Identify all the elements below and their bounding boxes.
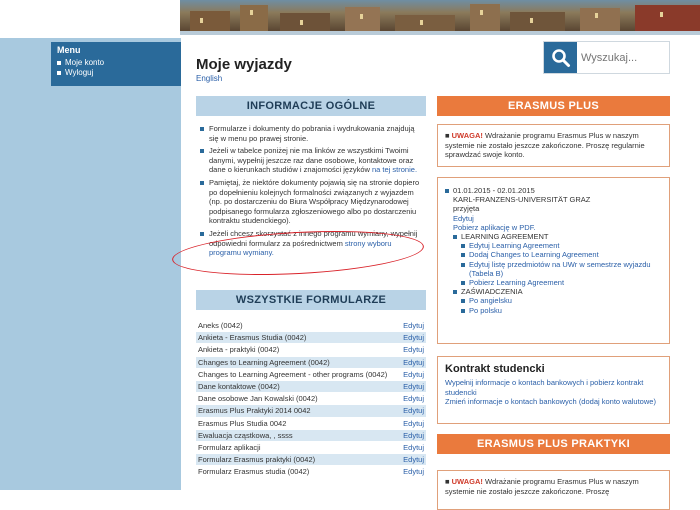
edit-form-link[interactable]: Edytuj <box>403 406 424 416</box>
banner-divider <box>180 31 700 35</box>
form-name: Erasmus Plus Praktyki 2014 0042 <box>196 405 396 417</box>
table-row <box>196 393 426 405</box>
sidebar-item-label[interactable]: Moje konto <box>65 58 105 67</box>
learning-agreement-title: LEARNING AGREEMENT <box>461 232 549 242</box>
form-name: Dane osobowe Jan Kowalski (0042) <box>196 393 396 405</box>
form-edit-cell <box>396 429 426 441</box>
table-row <box>196 454 426 466</box>
bullet-icon <box>200 181 204 185</box>
warning-label: UWAGA! <box>451 131 483 140</box>
warning-icon: ■ <box>445 131 450 140</box>
edit-form-link[interactable]: Edytuj <box>403 467 424 477</box>
info-text: Jeżeli w tabelce poniżej nie ma linków ze wszystkimi Twoimi danymi, wypełnij jeszcze raz dane osobowe, kontaktowe oraz dane o kierunkach studiów i znajomości języków <box>209 146 414 175</box>
form-name: Formularz Erasmus studia (0042) <box>196 466 396 478</box>
info-panel-header: INFORMACJE OGÓLNE <box>196 96 426 116</box>
erasmus-plus-panel <box>437 96 670 167</box>
sidebar <box>0 38 181 490</box>
certificates-section <box>445 287 662 296</box>
sidebar-item-label[interactable]: Wyloguj <box>65 68 94 77</box>
search-box <box>543 41 670 74</box>
trip-dates-row <box>445 186 662 195</box>
form-edit-cell <box>396 332 426 344</box>
bullet-icon <box>461 281 465 285</box>
bullet-icon <box>453 290 457 294</box>
trip-status: przyjęta <box>453 204 480 214</box>
list-item <box>445 278 662 287</box>
certificate-polish-link[interactable]: Po polsku <box>469 305 502 315</box>
edit-form-link[interactable]: Edytuj <box>403 369 424 379</box>
table-row <box>196 429 426 441</box>
sidebar-menu <box>51 42 181 86</box>
bullet-icon <box>200 149 204 153</box>
form-name: Formularz Erasmus praktyki (0042) <box>196 454 396 466</box>
warning-text: Wdrażanie programu Erasmus Plus w naszym systemie nie zostało jeszcze zakończone. Proszę <box>445 477 639 496</box>
warning-box <box>437 470 670 510</box>
form-name: Ewaluacja cząstkowa, , ssss <box>196 429 396 441</box>
search-icon <box>551 48 571 68</box>
contract-title: Kontrakt studencki <box>445 363 545 375</box>
bullet-icon <box>461 244 465 248</box>
warning-icon: ■ <box>445 477 450 486</box>
search-input[interactable] <box>577 42 669 73</box>
form-edit-cell <box>396 368 426 380</box>
table-row <box>196 381 426 393</box>
bullet-icon <box>461 253 465 257</box>
contract-box <box>437 356 670 424</box>
list-item <box>200 178 422 226</box>
bullet-icon <box>200 232 204 236</box>
this-page-link[interactable]: na tej stronie. <box>372 165 418 175</box>
warning-text: Wdrażanie programu Erasmus Plus w naszym systemie nie zostało jeszcze zakończone. Proszę regularnie sprawdzać swoje konto. <box>445 131 645 160</box>
edit-form-link[interactable]: Edytuj <box>403 394 424 404</box>
form-edit-cell <box>396 405 426 417</box>
list-item <box>445 306 662 315</box>
form-edit-cell <box>396 344 426 356</box>
edit-learning-agreement-link[interactable]: Edytuj Learning Agreement <box>469 241 560 251</box>
certificate-english-link[interactable]: Po angielsku <box>469 296 512 306</box>
form-edit-cell <box>396 454 426 466</box>
edit-trip-link[interactable]: Edytuj <box>453 213 474 223</box>
warning-label: UWAGA! <box>451 477 483 486</box>
table-row <box>196 417 426 429</box>
page-title: Moje wyjazdy <box>196 56 292 73</box>
erasmus-plus-header: ERASMUS PLUS <box>437 96 670 116</box>
form-edit-cell <box>396 417 426 429</box>
table-row <box>196 356 426 368</box>
form-edit-cell <box>396 393 426 405</box>
exchange-program-link[interactable]: strony wyboru programu wymiany. <box>209 238 392 258</box>
table-row <box>196 466 426 478</box>
learning-agreement-section <box>445 232 662 241</box>
sidebar-menu-title: Menu <box>57 45 81 55</box>
certificates-title: ZAŚWIADCZENIA <box>461 287 523 297</box>
form-name: Dane kontaktowe (0042) <box>196 381 396 393</box>
form-edit-cell <box>396 320 426 332</box>
bullet-icon <box>461 299 465 303</box>
edit-course-list-link[interactable]: Edytuj listę przedmiotów na UWr w semestrze wyjazdu (Tabela B) <box>469 259 651 278</box>
list-item <box>200 146 422 175</box>
list-item <box>445 260 662 278</box>
language-switch-link[interactable]: English <box>196 74 223 83</box>
add-changes-link[interactable]: Dodaj Changes to Learning Agreement <box>469 250 599 260</box>
list-item <box>445 296 662 305</box>
table-row <box>196 368 426 380</box>
list-item <box>445 250 662 259</box>
form-edit-cell <box>396 466 426 478</box>
form-name: Formularz aplikacji <box>196 442 396 454</box>
download-pdf-link[interactable]: Pobierz aplikację w PDF. <box>453 222 536 232</box>
edit-form-link[interactable]: Edytuj <box>403 357 424 367</box>
sidebar-item-my-account[interactable] <box>57 58 175 68</box>
edit-form-link[interactable]: Edytuj <box>403 333 424 343</box>
form-name: Ankieta - Erasmus Studia (0042) <box>196 332 396 344</box>
table-row <box>196 320 426 332</box>
edit-form-link[interactable]: Edytuj <box>403 321 424 330</box>
edit-form-link[interactable]: Edytuj <box>403 382 424 392</box>
forms-panel <box>196 290 426 479</box>
edit-form-link[interactable]: Edytuj <box>403 345 424 355</box>
info-text: Pamiętaj, że niektóre dokumenty pojawią się na stronie dopiero po dopełnieniu kolejnych formalności związanych z wyjazdem (np. po dostarczeniu do Biura Współpracy Międzynarodowej podpisanego formularza zgłoszeniowego albo po dostarczeniu kontraktu studenckiego). <box>209 177 420 226</box>
form-name: Aneks (0042) <box>196 320 396 332</box>
form-name: Ankieta - praktyki (0042) <box>196 344 396 356</box>
table-row <box>196 332 426 344</box>
forms-table <box>196 320 426 479</box>
erasmus-praktyki-header: ERASMUS PLUS PRAKTYKI <box>437 434 670 454</box>
search-button[interactable] <box>544 42 577 73</box>
bullet-icon <box>200 127 204 131</box>
bullet-icon <box>453 235 457 239</box>
sidebar-item-logout[interactable] <box>57 68 175 78</box>
university-name: KARL-FRANZENS-UNIVERSITÄT GRAZ <box>453 195 591 205</box>
bullet-icon <box>445 189 449 193</box>
download-learning-agreement-link[interactable]: Pobierz Learning Agreement <box>469 278 565 288</box>
table-row <box>196 442 426 454</box>
info-text: Formularze i dokumenty do pobrania i wydrukowania znajdują się w menu po prawej stronie. <box>209 124 415 143</box>
form-name: Erasmus Plus Studia 0042 <box>196 417 396 429</box>
bullet-icon <box>461 263 465 267</box>
warning-box <box>437 124 670 167</box>
bullet-icon <box>57 61 61 65</box>
edit-form-link[interactable]: Edytuj <box>403 430 424 440</box>
form-name: Changes to Learning Agreement - other programs (0042) <box>196 368 396 380</box>
trip-dates: 01.01.2015 - 02.01.2015 <box>453 186 535 195</box>
form-name: Changes to Learning Agreement (0042) <box>196 356 396 368</box>
fill-bank-info-link[interactable]: Wypełnij informacje o kontach bankowych i pobierz kontrakt studencki <box>445 378 644 397</box>
table-row <box>196 405 426 417</box>
form-edit-cell <box>396 442 426 454</box>
edit-form-link[interactable]: Edytuj <box>403 443 424 453</box>
form-edit-cell <box>396 356 426 368</box>
bullet-icon <box>461 309 465 313</box>
table-row <box>196 344 426 356</box>
edit-form-link[interactable]: Edytuj <box>403 418 424 428</box>
header-banner-image <box>180 0 700 31</box>
info-text: Jeżeli chcesz skorzystać z innego programu wymiany, wypełnij odpowiedni formularz za pośrednictwem <box>209 228 418 248</box>
forms-panel-header: WSZYSTKIE FORMULARZE <box>196 290 426 310</box>
change-bank-info-link[interactable]: Zmień informacje o kontach bankowych (dodaj konto walutowe) <box>445 397 656 407</box>
list-item <box>200 124 422 143</box>
trip-box <box>437 177 670 344</box>
bullet-icon <box>57 71 61 75</box>
list-item <box>445 241 662 250</box>
edit-form-link[interactable]: Edytuj <box>403 455 424 465</box>
form-edit-cell <box>396 381 426 393</box>
